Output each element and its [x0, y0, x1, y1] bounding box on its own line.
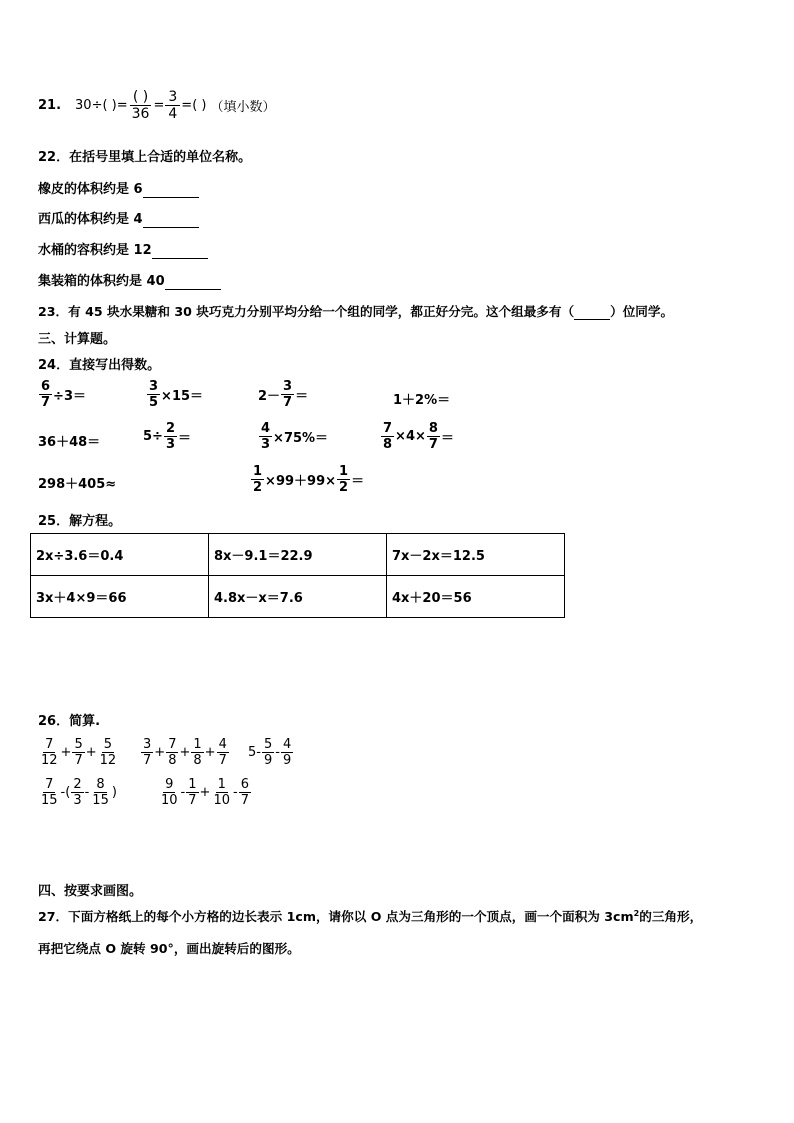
- q22-line-1: [38, 178, 199, 198]
- numerator: 3: [283, 379, 293, 394]
- fraction: [251, 465, 264, 494]
- q21-tail: =( ): [181, 98, 207, 113]
- q22-line-1-text: 橡皮的体积约是 6: [38, 182, 143, 197]
- denominator: 5: [149, 395, 159, 410]
- expr-tail: ＝: [440, 431, 454, 446]
- operator: +: [179, 745, 191, 760]
- numerator: 3: [149, 379, 159, 394]
- q24-item-2: [146, 380, 203, 409]
- denominator: 3: [261, 437, 271, 452]
- answer-blank[interactable]: [574, 304, 610, 320]
- expr-lead: 5÷: [143, 429, 163, 444]
- fraction: [71, 778, 83, 807]
- expr-lead: 5-: [248, 745, 261, 760]
- fraction: [72, 738, 84, 767]
- fraction: [337, 465, 350, 494]
- table-cell: 4x＋20＝56: [387, 576, 565, 618]
- denominator: 3: [73, 793, 82, 808]
- numerator: 1: [339, 464, 349, 479]
- fraction: [259, 422, 272, 451]
- operator: +: [154, 745, 166, 760]
- table-cell: 3x＋4×9＝66: [31, 576, 209, 618]
- numerator: 5: [263, 737, 273, 752]
- q21-lead: 30÷( )=: [75, 98, 128, 113]
- q26-title: 26．简算.: [38, 714, 101, 729]
- q21-fraction-2: [165, 90, 180, 121]
- numerator: 5: [103, 737, 113, 752]
- q24-item-4: 1＋2%＝: [393, 393, 451, 408]
- operator: -: [275, 745, 280, 760]
- denominator: 12: [41, 753, 58, 768]
- q21-note: （填小数）: [210, 100, 276, 115]
- q27-line-1: [38, 906, 702, 925]
- numerator: 3: [143, 737, 152, 752]
- q21: [38, 90, 275, 121]
- q21-frac2-denominator: 4: [168, 106, 178, 122]
- fraction: [141, 738, 153, 767]
- q22-line-3-text: 水桶的容积约是 12: [38, 243, 152, 258]
- q24-item-7: [258, 422, 328, 451]
- section-4-heading: 四、按要求画图。: [38, 884, 143, 899]
- table-row: [31, 534, 565, 576]
- fraction: [164, 422, 177, 451]
- fraction: [39, 738, 60, 767]
- numerator: 7: [45, 777, 54, 792]
- numerator: 7: [383, 421, 393, 436]
- table-cell: 8x－9.1＝22.9: [209, 534, 387, 576]
- fraction: [381, 422, 394, 451]
- section-3-heading: 三、计算题。: [38, 332, 117, 347]
- denominator: 7: [74, 753, 83, 768]
- q22-line-4-text: 集装箱的体积约是 40: [38, 274, 165, 289]
- denominator: 7: [218, 753, 227, 768]
- answer-blank[interactable]: [143, 212, 199, 228]
- operator: -: [232, 785, 238, 800]
- denominator: 7: [188, 793, 197, 808]
- q21-frac1-denominator: 36: [131, 106, 150, 122]
- denominator: 8: [383, 437, 393, 452]
- q24-item-5: 36＋48＝: [38, 435, 101, 450]
- numerator: 1: [193, 737, 202, 752]
- table-cell: 7x－2x＝12.5: [387, 534, 565, 576]
- numerator: 1: [253, 464, 263, 479]
- table-cell: 4.8x－x＝7.6: [209, 576, 387, 618]
- q27-text-b: 的三角形，: [639, 909, 703, 924]
- numerator: 1: [188, 777, 197, 792]
- denominator: 7: [428, 437, 438, 452]
- q24-item-3: [258, 380, 308, 409]
- expr-tail: ＝: [178, 431, 192, 446]
- fraction: [281, 738, 293, 767]
- expr-tail: ×75%＝: [273, 431, 329, 446]
- expr-mid: ×4×: [395, 429, 426, 444]
- expr-tail: ＝: [295, 389, 309, 404]
- fraction: [217, 738, 229, 767]
- q22-line-2: [38, 208, 199, 228]
- expr-lead: 2－: [258, 389, 281, 404]
- numerator: 6: [41, 379, 51, 394]
- q26-expr-4: [38, 778, 117, 807]
- denominator: 12: [99, 753, 117, 768]
- q27-text-a: 27．下面方格纸上的每个小方格的边长表示 1cm，请你以 O 点为三角形的一个顶点，画一个面积为 3cm: [38, 909, 634, 924]
- numerator: 6: [240, 777, 249, 792]
- fraction: [166, 738, 178, 767]
- denominator: 7: [143, 753, 152, 768]
- q21-frac1-numerator: ( ): [130, 90, 151, 106]
- numerator: 7: [168, 737, 177, 752]
- q21-frac2-numerator: 3: [165, 90, 180, 106]
- expr-tail: ÷3＝: [53, 389, 86, 404]
- q21-fraction-1: [129, 90, 153, 121]
- numerator: 2: [165, 421, 175, 436]
- q22-line-4: [38, 270, 221, 290]
- operator: +: [85, 745, 97, 760]
- fraction: [90, 778, 111, 807]
- denominator: 15: [92, 793, 109, 808]
- denominator: 2: [253, 480, 263, 495]
- fraction: [98, 738, 119, 767]
- superscript: 2: [633, 908, 640, 918]
- numerator: 1: [217, 777, 226, 792]
- denominator: 7: [240, 793, 249, 808]
- expr-tail: ＝: [351, 474, 365, 489]
- denominator: 8: [193, 753, 202, 768]
- denominator: 9: [282, 753, 292, 768]
- denominator: 9: [263, 753, 273, 768]
- fraction: [147, 380, 160, 409]
- q24-item-9: 298＋405≈: [38, 477, 117, 492]
- answer-blank[interactable]: [143, 182, 199, 198]
- denominator: 10: [161, 793, 178, 808]
- q26-expr-5: [158, 778, 252, 807]
- denominator: 7: [41, 395, 51, 410]
- fraction: [186, 778, 198, 807]
- fraction: [39, 778, 60, 807]
- q24-title: 24．直接写出得数。: [38, 358, 161, 373]
- expr-mid: ×99＋99×: [265, 474, 337, 489]
- expr-tail: ×15＝: [161, 389, 204, 404]
- q23-tail: ）位同学。: [610, 304, 674, 319]
- numerator: 7: [45, 737, 54, 752]
- q24-item-8: [380, 422, 454, 451]
- q22-line-3: [38, 239, 208, 259]
- q27-line-2: 再把它绕点 O 旋转 90°，画出旋转后的图形。: [38, 941, 300, 956]
- numerator: 8: [96, 777, 105, 792]
- operator: ): [111, 785, 117, 800]
- operator: -(: [60, 785, 71, 800]
- q23-text: 23．有 45 块水果糖和 30 块巧克力分别平均分给一个组的同学，都正好分完。这个组最多有（: [38, 304, 575, 319]
- equation-table: [30, 533, 565, 618]
- table-row: [31, 576, 565, 618]
- numerator: 9: [165, 777, 174, 792]
- numerator: 4: [261, 421, 271, 436]
- q22-line-2-text: 西瓜的体积约是 4: [38, 212, 143, 227]
- q26-expr-1: [38, 738, 119, 767]
- q26-expr-3: [248, 738, 294, 767]
- operator: +: [204, 745, 216, 760]
- operator: -: [84, 785, 90, 800]
- answer-blank[interactable]: [152, 243, 208, 259]
- q22-title: 22．在括号里填上合适的单位名称。: [38, 150, 252, 165]
- numerator: 5: [74, 737, 83, 752]
- numerator: 2: [73, 777, 82, 792]
- fraction: [427, 422, 440, 451]
- denominator: 15: [41, 793, 58, 808]
- fraction: [262, 738, 274, 767]
- fraction: [211, 778, 232, 807]
- q24-item-10: [250, 465, 364, 494]
- q25-title: 25．解方程。: [38, 514, 122, 529]
- fraction: [39, 380, 52, 409]
- q21-number: 21.: [38, 98, 62, 113]
- q26-expr-2: [140, 738, 230, 767]
- q21-equals: =: [153, 98, 165, 113]
- fraction: [159, 778, 180, 807]
- numerator: 4: [218, 737, 227, 752]
- denominator: 2: [339, 480, 349, 495]
- numerator: 4: [282, 737, 292, 752]
- denominator: 10: [213, 793, 230, 808]
- fraction: [239, 778, 251, 807]
- denominator: 7: [283, 395, 293, 410]
- q24-item-1: [38, 380, 86, 409]
- q23: [38, 301, 673, 320]
- fraction: [281, 380, 294, 409]
- operator: -: [180, 785, 186, 800]
- numerator: 8: [428, 421, 438, 436]
- operator: +: [60, 745, 72, 760]
- denominator: 8: [168, 753, 177, 768]
- denominator: 3: [165, 437, 175, 452]
- q24-item-6: [143, 422, 191, 451]
- operator: +: [199, 785, 211, 800]
- fraction: [191, 738, 203, 767]
- table-cell: 2x÷3.6＝0.4: [31, 534, 209, 576]
- answer-blank[interactable]: [165, 274, 221, 290]
